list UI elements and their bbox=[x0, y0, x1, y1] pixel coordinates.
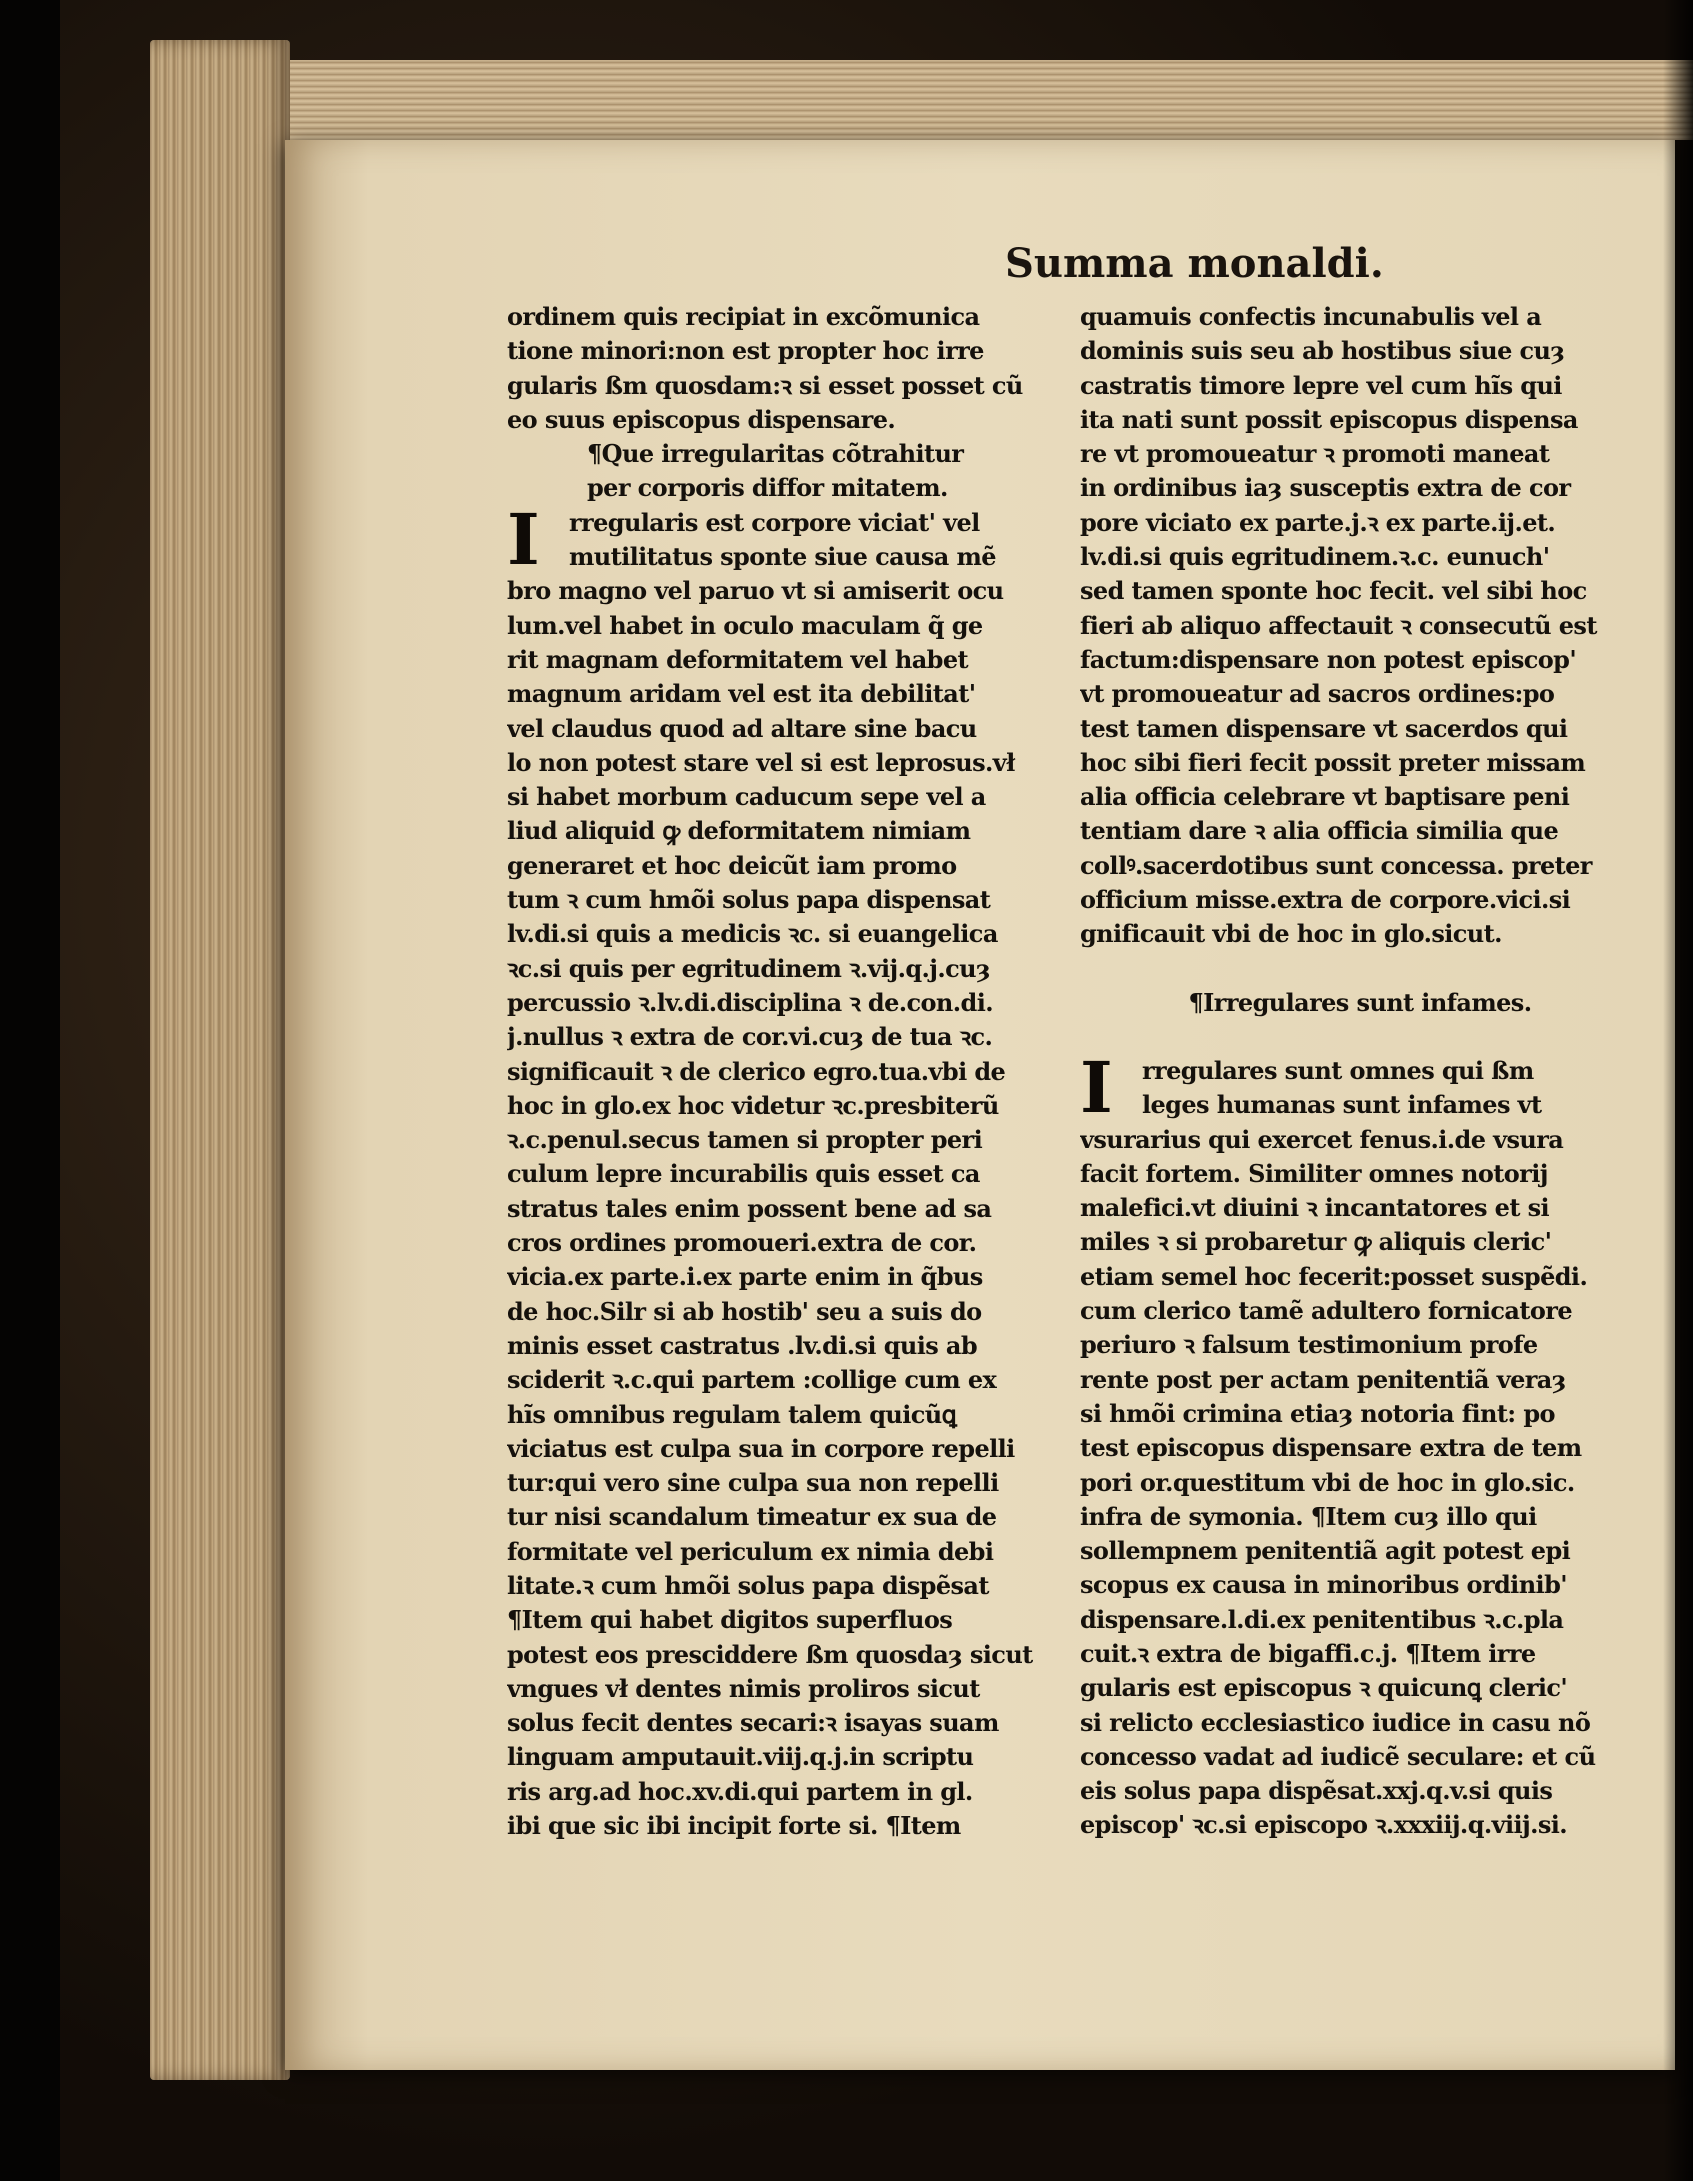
left-column bbox=[507, 300, 1067, 1843]
left-drop-cap-block bbox=[507, 497, 1067, 581]
text-line: lo non potest stare vel si est leprosus.vł bbox=[507, 747, 1015, 777]
text-line: factum:dispensare non potest episcop' bbox=[1080, 644, 1577, 674]
text-line: vngues vł dentes nimis proliros sicut bbox=[507, 1673, 980, 1703]
text-line: etiam semel hoc fecerit:posset suspẽdi. bbox=[1080, 1261, 1588, 1291]
text-line: concesso vadat ad iudicẽ seculare: et cũ bbox=[1080, 1741, 1596, 1771]
text-line: pori or.questitum vbi de hoc in glo.sic. bbox=[1080, 1467, 1575, 1497]
text-line: quamuis confectis incunabulis vel a bbox=[1080, 302, 1542, 331]
text-line: dominis suis seu ab hostibus siue cuȝ bbox=[1080, 336, 1565, 366]
text-line: leges humanas sunt infames vt bbox=[1142, 1090, 1542, 1120]
text-line: officium misse.extra de corpore.vici.si bbox=[1080, 885, 1571, 915]
drop-cap: I bbox=[1080, 1045, 1113, 1129]
text-line: gularis ßm quosdam:ꝛ si esset posset cũ bbox=[507, 370, 1023, 400]
text-line: minis esset castratus .lv.di.si quis ab bbox=[507, 1330, 978, 1360]
text-line: sed tamen sponte hoc fecit. vel sibi hoc bbox=[1080, 576, 1587, 606]
text-line: periuro ꝛ falsum testimonium profe bbox=[1080, 1330, 1538, 1360]
text-line: miles ꝛ si probaretur ꝙ aliquis cleric' bbox=[1080, 1227, 1552, 1257]
text-line: sollempnem penitentiã agit potest epi bbox=[1080, 1536, 1571, 1566]
text-line: ris arg.ad hoc.xv.di.qui partem in gl. bbox=[507, 1776, 973, 1806]
text-line: lv.di.si quis egritudinem.ꝛ.c. eunuch' bbox=[1080, 542, 1550, 572]
text-line: tentiam dare ꝛ alia officia similia que bbox=[1080, 816, 1559, 846]
gutter-shadow bbox=[1663, 0, 1693, 2181]
book-page bbox=[285, 140, 1675, 2070]
text-line: hoc in glo.ex hoc videtur ꝛc.presbiterũ bbox=[507, 1090, 999, 1120]
text-line: test tamen dispensare vt sacerdos qui bbox=[1080, 713, 1568, 743]
text-line: castratis timore lepre vel cum hĩs qui bbox=[1080, 370, 1562, 400]
book-top-edge bbox=[200, 60, 1693, 140]
text-line: hĩs omnibus regulam talem quicũꝗ bbox=[507, 1399, 957, 1429]
text-line: eo suus episcopus dispensare. bbox=[507, 404, 896, 434]
text-line: vsurarius qui exercet fenus.i.de vsura bbox=[1080, 1124, 1564, 1154]
text-line: infra de symonia. ¶Item cuȝ illo qui bbox=[1080, 1501, 1537, 1531]
text-line: test episcopus dispensare extra de tem bbox=[1080, 1433, 1582, 1463]
right-drop-cap-block bbox=[1080, 1045, 1640, 1129]
text-line: rit magnam deformitatem vel habet bbox=[507, 644, 968, 674]
running-head: Summa monaldi. bbox=[1005, 240, 1384, 287]
text-line: fieri ab aliquo affectauit ꝛ consecutũ est bbox=[1080, 610, 1597, 640]
text-line: percussio ꝛ.lv.di.disciplina ꝛ de.con.di. bbox=[507, 987, 993, 1017]
text-line: ꝛc.si quis per egritudinem ꝛ.vij.q.j.cuȝ bbox=[507, 953, 990, 983]
text-line: cuit.ꝛ extra de bigaffi.c.j. ¶Item irre bbox=[1080, 1638, 1536, 1668]
text-line: ¶Item qui habet digitos superfluos bbox=[507, 1605, 953, 1635]
text-line: si hmõi crimina etiaȝ notoria fint: po bbox=[1080, 1398, 1555, 1428]
text-line: solus fecit dentes secari:ꝛ isayas suam bbox=[507, 1708, 999, 1738]
text-line: lum.vel habet in oculo maculam q̃ ge bbox=[507, 610, 983, 640]
text-line: pore viciato ex parte.j.ꝛ ex parte.ij.et. bbox=[1080, 507, 1556, 537]
right-column bbox=[1080, 300, 1640, 1843]
text-line: hoc sibi fieri fecit possit preter missam bbox=[1080, 747, 1586, 777]
text-line: gnificauit vbi de hoc in glo.sicut. bbox=[1080, 919, 1502, 949]
text-line: mutilitatus sponte siue causa mẽ bbox=[569, 542, 996, 572]
text-line: ordinem quis recipiat in excõmunica bbox=[507, 302, 980, 331]
text-line: tur nisi scandalum timeatur ex sua de bbox=[507, 1502, 997, 1532]
text-line: episcop' ꝛc.si episcopo ꝛ.xxxiij.q.viij.si. bbox=[1080, 1810, 1568, 1840]
text-line: rente post per actam penitentiã veraȝ bbox=[1080, 1364, 1566, 1394]
section-heading: ¶Que irregularitas cõtrahitur bbox=[587, 439, 964, 469]
text-line: rregulares sunt omnes qui ßm bbox=[1142, 1055, 1534, 1085]
text-line: tione minori:non est propter hoc irre bbox=[507, 336, 984, 366]
text-line: re vt promoueatur ꝛ promoti maneat bbox=[1080, 439, 1550, 469]
text-line: ita nati sunt possit episcopus dispensa bbox=[1080, 404, 1578, 434]
text-line: stratus tales enim possent bene ad sa bbox=[507, 1193, 992, 1223]
text-line: litate.ꝛ cum hmõi solus papa dispẽsat bbox=[507, 1570, 989, 1600]
text-line: malefici.vt diuini ꝛ incantatores et si bbox=[1080, 1193, 1549, 1223]
book-fore-edge bbox=[150, 40, 290, 2080]
text-line: liud aliquid ꝙ deformitatem nimiam bbox=[507, 816, 971, 846]
text-line: collꝰ.sacerdotibus sunt concessa. preter bbox=[1080, 850, 1592, 880]
text-line: cros ordines promoueri.extra de cor. bbox=[507, 1228, 977, 1258]
text-line: tum ꝛ cum hmõi solus papa dispensat bbox=[507, 885, 991, 915]
text-line: scopus ex causa in minoribus ordinib' bbox=[1080, 1570, 1567, 1600]
text-line: cum clerico tamẽ adultero fornicatore bbox=[1080, 1296, 1572, 1326]
text-line: culum lepre incurabilis quis esset ca bbox=[507, 1159, 980, 1189]
text-line: rregularis est corpore viciat' vel bbox=[569, 507, 980, 537]
text-line: alia officia celebrare vt baptisare peni bbox=[1080, 782, 1570, 812]
text-line: ꝛ.c.penul.secus tamen si propter peri bbox=[507, 1125, 983, 1155]
text-line: vicia.ex parte.i.ex parte enim in q̃bus bbox=[507, 1262, 983, 1292]
text-line: tur:qui vero sine culpa sua non repelli bbox=[507, 1468, 999, 1498]
text-line: in ordinibus iaȝ susceptis extra de cor bbox=[1080, 473, 1571, 503]
text-line: facit fortem. Similiter omnes notorij bbox=[1080, 1158, 1548, 1188]
text-line: magnum aridam vel est ita debilitat' bbox=[507, 679, 976, 709]
text-line: vt promoueatur ad sacros ordines:po bbox=[1080, 679, 1555, 709]
text-line: viciatus est culpa sua in corpore repelli bbox=[507, 1433, 1015, 1463]
text-line: linguam amputauit.viij.q.j.in scriptu bbox=[507, 1742, 974, 1772]
text-line: dispensare.l.di.ex penitentibus ꝛ.c.pla bbox=[1080, 1604, 1564, 1634]
text-line: de hoc.Silr si ab hostib' seu a suis do bbox=[507, 1296, 982, 1326]
text-line: bro magno vel paruo vt si amiserit ocu bbox=[507, 576, 1004, 606]
text-line: sciderit ꝛ.c.qui partem :collige cum ex bbox=[507, 1365, 997, 1395]
text-line: potest eos presciddere ßm quosdaȝ sicut bbox=[507, 1639, 1033, 1669]
text-line: gularis est episcopus ꝛ quicunꝗ cleric' bbox=[1080, 1673, 1568, 1703]
text-line: ibi que sic ibi incipit forte si. ¶Item bbox=[507, 1811, 961, 1841]
text-line: vel claudus quod ad altare sine bacu bbox=[507, 713, 977, 743]
text-line: si relicto ecclesiastico iudice in casu nõ bbox=[1080, 1707, 1591, 1737]
section-heading: ¶Irregulares sunt infames. bbox=[1188, 987, 1532, 1017]
text-line: lv.di.si quis a medicis ꝛc. si euangelica bbox=[507, 919, 998, 949]
text-line: eis solus papa dispẽsat.xxj.q.v.si quis bbox=[1080, 1776, 1553, 1806]
text-line: significauit ꝛ de clerico egro.tua.vbi de bbox=[507, 1056, 1006, 1086]
text-line: formitate vel periculum ex nimia debi bbox=[507, 1536, 994, 1566]
text-line: si habet morbum caducum sepe vel a bbox=[507, 782, 986, 812]
text-line: generaret et hoc deicũt iam promo bbox=[507, 850, 957, 880]
section-heading: per corporis diffor mitatem. bbox=[587, 473, 948, 503]
text-line: j.nullus ꝛ extra de cor.vi.cuȝ de tua ꝛc. bbox=[507, 1022, 993, 1052]
drop-cap: I bbox=[507, 497, 540, 581]
